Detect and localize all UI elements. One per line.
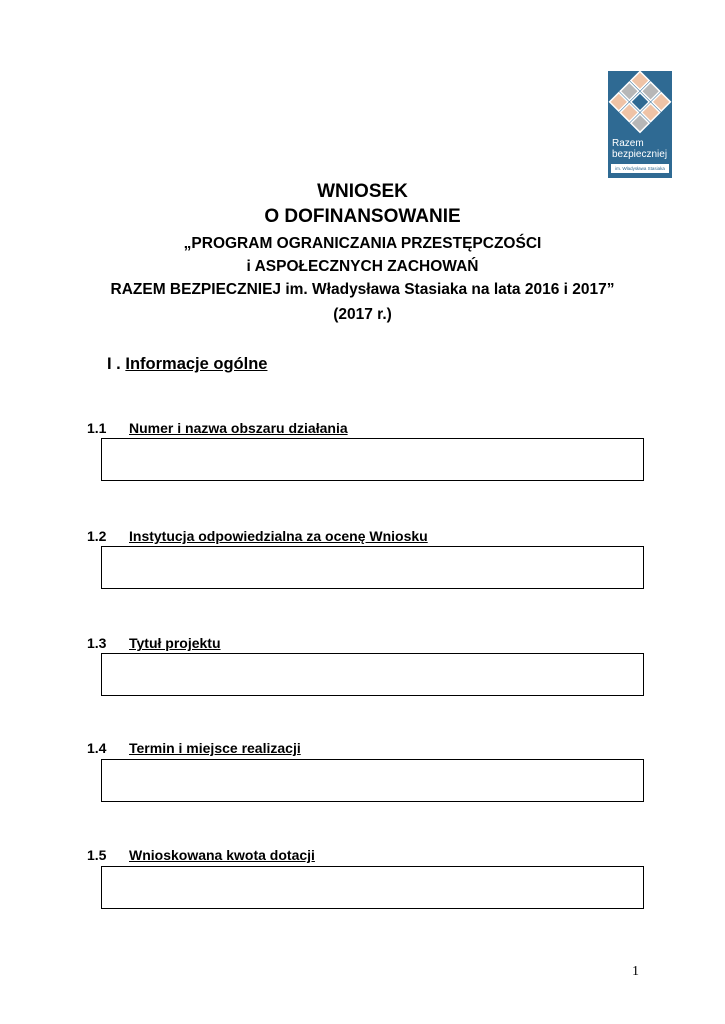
item-number: 1.5 [87,847,107,863]
item-number: 1.3 [87,635,107,651]
item-label-1-2 [87,528,428,544]
logo-subtitle: im. Władysława Stasiaka [611,164,669,173]
title-aspolecznych-line: i ASPOŁECZNYCH ZACHOWAŃ [246,258,479,275]
field-termin-miejsce[interactable] [101,759,644,802]
field-kwota-dotacji[interactable] [101,866,644,909]
item-number: 1.2 [87,528,107,544]
page-number: 1 [632,964,639,979]
logo-text [612,138,667,160]
item-label-text: Wnioskowana kwota dotacji [129,847,315,863]
title-program-line: „PROGRAM OGRANICZANIA PRZESTĘPCZOŚCI [183,235,542,252]
title-year: (2017 r.) [333,306,392,323]
item-label-1-5 [87,847,315,863]
field-obszar-dzialania[interactable] [101,438,644,481]
razem-bezpieczniej-logo [608,71,672,178]
item-label-text: Termin i miejsce realizacji [129,740,301,756]
section-number: I . [107,355,121,373]
logo-mosaic-icon [608,71,672,178]
field-instytucja[interactable] [101,546,644,589]
section-title: Informacje ogólne [125,355,268,373]
title-dofinansowanie: O DOFINANSOWANIE [264,206,461,227]
item-label-1-1 [87,420,348,436]
item-label-1-4 [87,740,301,756]
item-number: 1.1 [87,420,107,436]
title-wniosek: WNIOSEK [317,181,408,202]
item-number: 1.4 [87,740,107,756]
item-label-1-3 [87,635,221,651]
section-heading [107,355,267,374]
field-tytul-projektu[interactable] [101,653,644,696]
item-label-text: Instytucja odpowiedzialna za ocenę Wniosku [129,528,428,544]
logo-line2: bezpieczniej [612,149,668,160]
title-razem-line: RAZEM BEZPIECZNIEJ im. Władysława Stasiaka na lata 2016 i 2017” [110,281,615,298]
logo-line1: Razem [612,138,644,149]
item-label-text: Numer i nazwa obszaru działania [129,420,348,436]
item-label-text: Tytuł projektu [129,635,221,651]
